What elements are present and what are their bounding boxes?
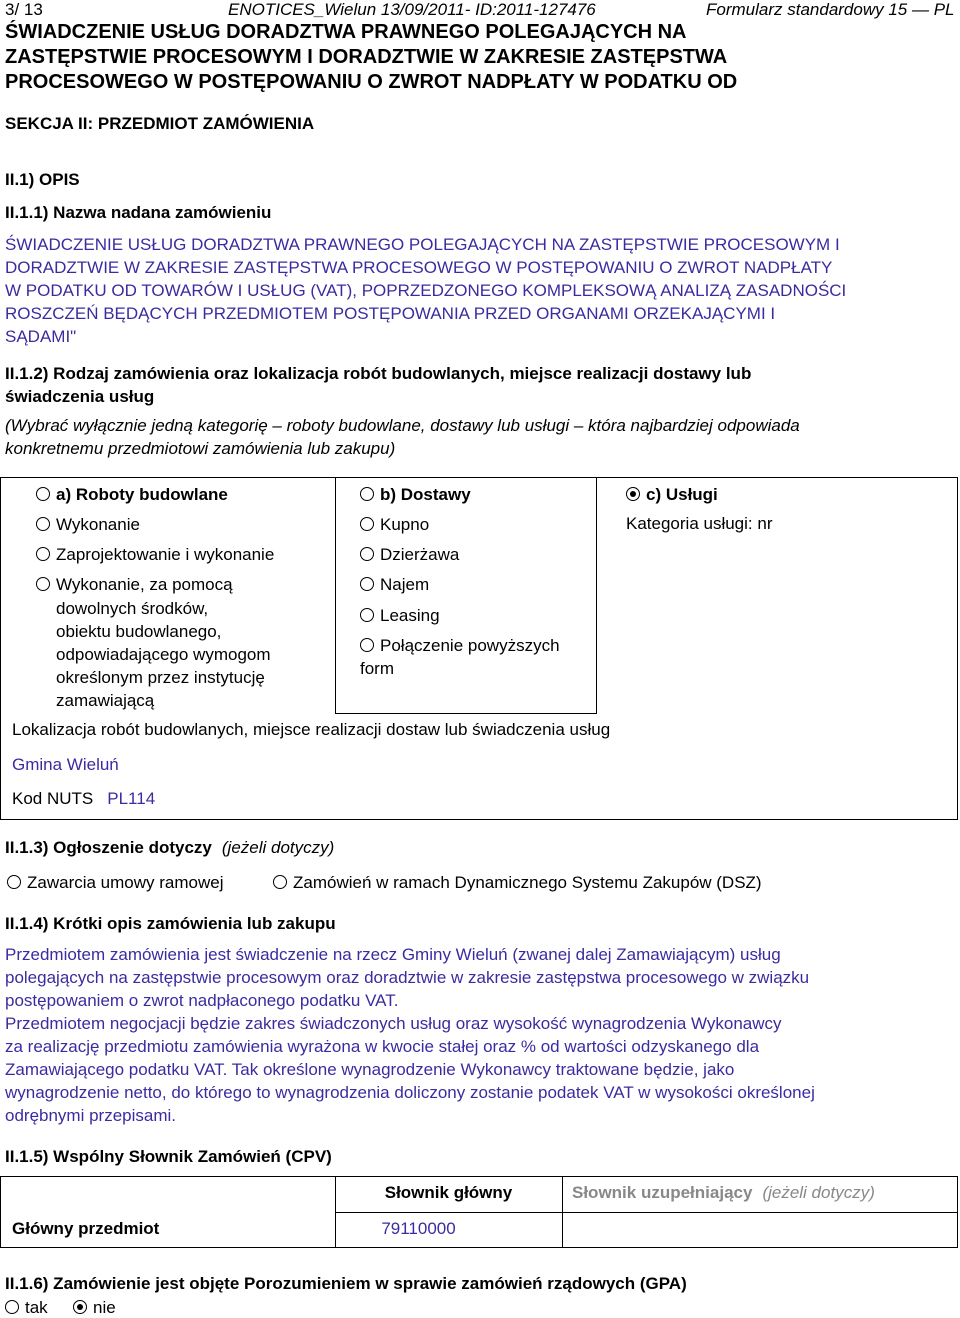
gpa-heading: II.1.6) Zamówienie jest objęte Porozumieniem w sprawie zamówień rządowych (GPA) <box>5 1274 687 1293</box>
option-label: Wykonanie, za pomocą <box>56 575 233 594</box>
name-line: SĄDAMI" <box>5 327 77 346</box>
option-label: Wykonanie <box>56 515 140 534</box>
type-heading-line: świadczenia usług <box>5 387 155 406</box>
option-label: Najem <box>380 575 430 594</box>
supplies-lease[interactable] <box>360 545 459 565</box>
services-label: c) Usługi <box>646 485 718 504</box>
announcement-heading-note: (jeżeli dotyczy) <box>221 838 335 857</box>
name-line: ŚWIADCZENIE USŁUG DORADZTWA PRAWNEGO POLEGAJĄCYCH NA ZASTĘPSTWIE PROCESOWYM I <box>5 235 840 254</box>
cpv-supp-label: Słownik uzupełniający <box>572 1183 753 1202</box>
cpv-supp-note: (jeżeli dotyczy) <box>762 1183 875 1202</box>
radio-icon[interactable] <box>360 517 374 531</box>
description-line: polegających na zastępstwie procesowym oraz doradztwie w zakresie zastępstwa procesowego w związku <box>5 968 810 987</box>
radio-selected-icon[interactable] <box>626 487 640 501</box>
option-label: Dzierżawa <box>380 545 460 564</box>
supplies-combination[interactable] <box>360 636 560 656</box>
name-line: DORADZTWIE W ZAKRESIE ZASTĘPSTWA PROCESOWEGO W POSTĘPOWANIU O ZWROT NADPŁATY <box>5 258 833 277</box>
cpv-supplementary-header <box>572 1183 875 1203</box>
radio-icon[interactable] <box>7 875 21 889</box>
announcement-heading <box>5 838 334 858</box>
description-line: odrębnymi przepisami. <box>5 1106 177 1125</box>
nuts-label: Kod NUTS <box>12 789 94 808</box>
works-option[interactable] <box>36 485 228 505</box>
radio-icon[interactable] <box>36 487 50 501</box>
description-heading: II.1.4) Krótki opis zamówienia lub zakupu <box>5 914 336 933</box>
option-label: Zaprojektowanie i wykonanie <box>56 545 275 564</box>
radio-icon[interactable] <box>360 638 374 652</box>
page-number: 3/ 13 <box>5 0 43 19</box>
name-line: ROSZCZEŃ BĘDĄCYCH PRZEDMIOTEM POSTĘPOWANIA PRZED ORGANAMI ORZEKAJĄCYMI I <box>5 304 776 323</box>
radio-icon[interactable] <box>36 577 50 591</box>
title-line: ŚWIADCZENIE USŁUG DORADZTWA PRAWNEGO POLEGAJĄCYCH NA <box>5 21 687 43</box>
framework-option[interactable] <box>7 873 224 893</box>
radio-icon[interactable] <box>360 608 374 622</box>
description-line: wynagrodzenie netto, do którego to wynagrodzenia doliczony zostanie podatek VAT w wysokości określonej <box>5 1083 815 1102</box>
type-note <box>5 414 800 460</box>
radio-icon[interactable] <box>360 577 374 591</box>
radio-icon[interactable] <box>36 547 50 561</box>
works-realisation-continued <box>56 597 271 712</box>
contract-name <box>5 233 846 348</box>
location-value: Gmina Wieluń <box>12 755 119 774</box>
type-heading <box>5 362 751 408</box>
radio-icon[interactable] <box>360 547 374 561</box>
option-label: Połączenie powyższych <box>380 636 560 655</box>
dps-option[interactable] <box>273 873 762 893</box>
description-line: Zamawiającego podatku VAT. Tak określone wynagrodzenie Wykonawcy traktowane będzie, jako <box>5 1060 735 1079</box>
announcement-heading-text: II.1.3) Ogłoszenie dotyczy <box>5 838 212 857</box>
option-label-line: obiektu budowlanego, <box>56 622 222 641</box>
type-note-line: konkretnemu przedmiotowi zamówienia lub zakupu) <box>5 439 396 458</box>
supplies-rental[interactable] <box>360 575 429 595</box>
section-title: SEKCJA II: PRZEDMIOT ZAMÓWIENIA <box>5 114 315 133</box>
works-execution[interactable] <box>36 515 140 535</box>
service-category: Kategoria usługi: nr <box>626 514 773 533</box>
notice-title <box>5 20 737 92</box>
description-line: postępowaniem o zwrot nadpłaconego podatku VAT. <box>5 991 399 1010</box>
supplies-combination-continued: form <box>360 659 394 678</box>
works-label: a) Roboty budowlane <box>56 485 228 504</box>
option-label: Leasing <box>380 606 440 625</box>
option-label-line: odpowiadającego wymogom <box>56 645 271 664</box>
cpv-main-code: 79110000 <box>381 1219 456 1238</box>
option-label: Zamówień w ramach Dynamicznego Systemu Zakupów (DSZ) <box>293 873 762 892</box>
supplies-purchase[interactable] <box>360 515 429 535</box>
opis-heading: II.1) OPIS <box>5 170 80 189</box>
location-label: Lokalizacja robót budowlanych, miejsce realizacji dostaw lub świadczenia usług <box>12 720 611 739</box>
description-line: Przedmiotem negocjacji będzie zakres świadczonych usług oraz wysokość wynagrodzenia Wykonawcy <box>5 1014 782 1033</box>
radio-icon[interactable] <box>36 517 50 531</box>
nuts-value: PL114 <box>107 789 156 808</box>
option-label: Zawarcia umowy ramowej <box>27 873 224 892</box>
services-option[interactable] <box>626 485 718 505</box>
option-label-line: określonym przez instytucję <box>56 668 265 687</box>
radio-icon[interactable] <box>5 1300 19 1314</box>
cpv-row-label: Główny przedmiot <box>12 1219 160 1238</box>
description-line: za realizację przedmiotu zamówienia wyrażona w kwocie stałej oraz % od wartości odzyskanego dla <box>5 1037 760 1056</box>
radio-selected-icon[interactable] <box>73 1300 87 1314</box>
description-line: Przedmiotem zamówienia jest świadczenie na rzecz Gminy Wieluń (zwanej dalej Zamawiającym) usług <box>5 945 781 964</box>
option-label: tak <box>25 1298 48 1317</box>
works-realisation[interactable] <box>36 575 233 595</box>
title-line: PROCESOWEGO W POSTĘPOWANIU O ZWROT NADPŁATY W PODATKU OD <box>5 71 738 92</box>
name-heading <box>5 203 271 223</box>
option-label-line: dowolnych środków, <box>56 599 209 618</box>
name-line: W PODATKU OD TOWARÓW I USŁUG (VAT), POPRZEDZONEGO KOMPLEKSOWĄ ANALIZĄ ZASADNOŚCI <box>5 281 847 300</box>
supplies-label: b) Dostawy <box>380 485 471 504</box>
option-label: Kupno <box>380 515 430 534</box>
supplies-option[interactable] <box>360 485 471 505</box>
option-label: nie <box>93 1298 116 1317</box>
option-label-line: zamawiającą <box>56 691 155 710</box>
nuts-row <box>12 789 155 809</box>
gpa-no-option[interactable] <box>73 1298 116 1318</box>
cpv-heading: II.1.5) Wspólny Słownik Zamówień (CPV) <box>5 1147 332 1166</box>
form-name: Formularz standardowy 15 — PL <box>706 0 955 19</box>
title-line: ZASTĘPSTWIE PROCESOWYM I DORADZTWIE W ZAKRESIE ZASTĘPSTWA <box>5 46 728 68</box>
type-note-line: (Wybrać wyłącznie jedną kategorię – roboty budowlane, dostawy lub usługi – która najbardziej odpowiada <box>5 416 800 435</box>
radio-icon[interactable] <box>273 875 287 889</box>
works-design-execution[interactable] <box>36 545 274 565</box>
cpv-main-header: Słownik główny <box>384 1183 513 1202</box>
notice-id: ENOTICES_Wielun 13/09/2011- ID:2011-127476 <box>228 0 596 19</box>
type-heading-line: II.1.2) Rodzaj zamówienia oraz lokalizacja robót budowlanych, miejsce realizacji dostawy lub <box>5 364 752 383</box>
description-text <box>5 943 815 1127</box>
radio-icon[interactable] <box>360 487 374 501</box>
name-heading-text: II.1.1) Nazwa nadana zamówieniu <box>5 203 272 222</box>
gpa-yes-option[interactable] <box>5 1298 48 1318</box>
supplies-leasing[interactable] <box>360 606 440 626</box>
